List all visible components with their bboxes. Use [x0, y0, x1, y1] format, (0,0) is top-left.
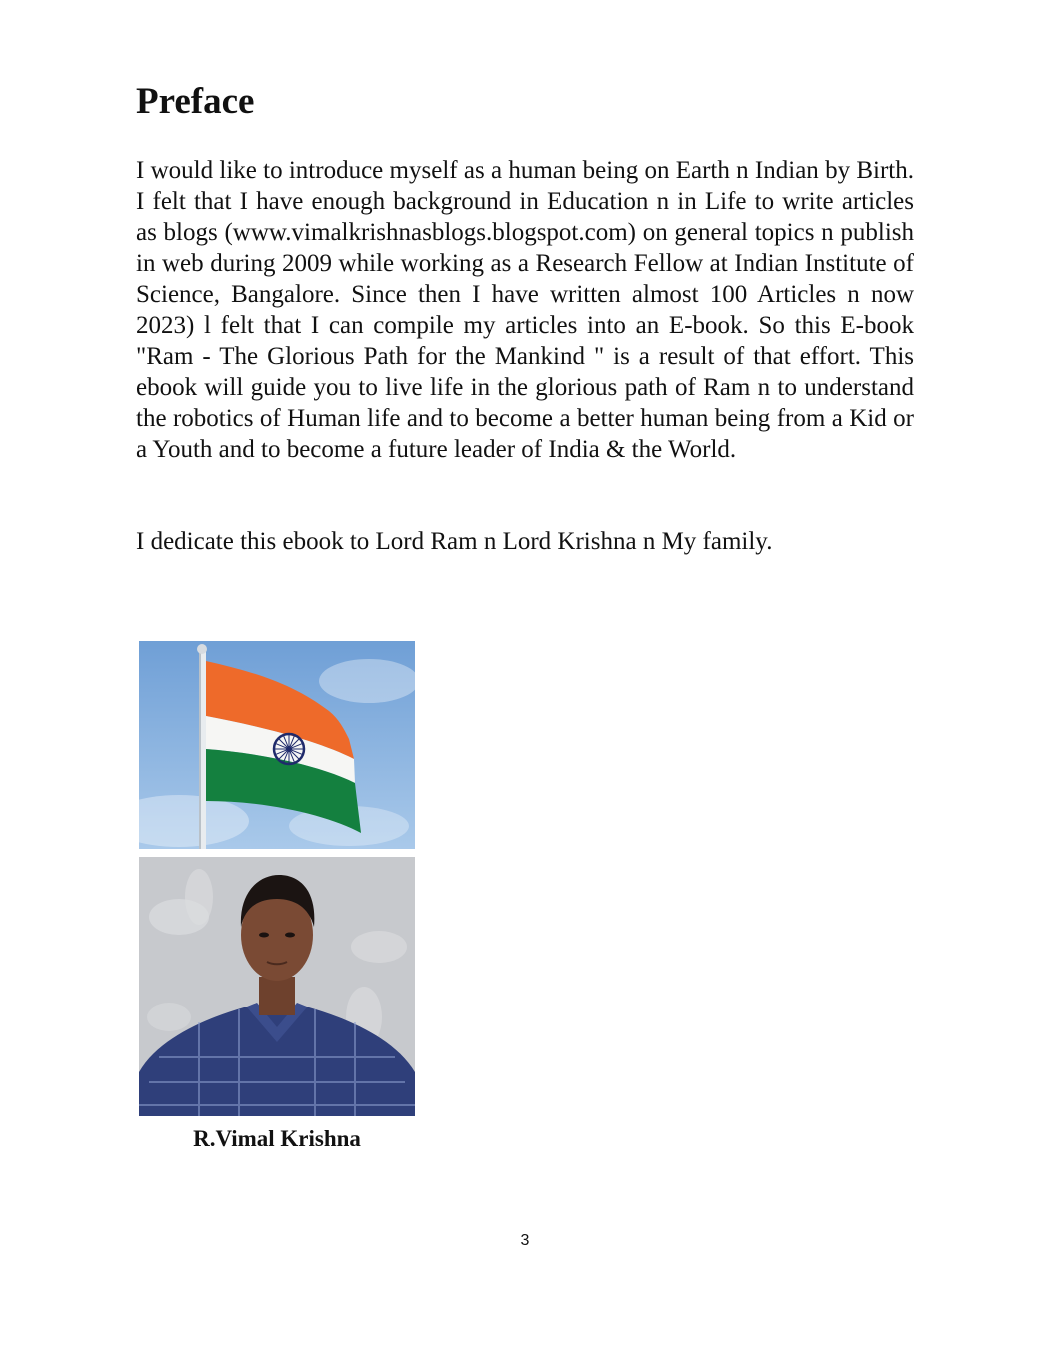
author-name-caption: R.Vimal Krishna: [193, 1126, 361, 1151]
page-heading: Preface: [136, 81, 255, 122]
author-portrait-photo: [139, 857, 415, 1116]
indian-flag-photo: [139, 641, 415, 849]
preface-intro-paragraph: I would like to introduce myself as a human being on Earth n Indian by Birth. I felt that I have enough background in Education n in Life to write articles as blogs (www.vimalkrishnasblogs.blogspot.com) on general topics n publish in web during 2009 while working as a Research Fellow at Indian Institute of Science, Bangalore. Since then I have written almost 100 Articles n now 2023) l felt that I can compile my articles into an E-book. So this E-book "Ram - The Glorious Path for the Mankind " is a result of that effort. This ebook will guide you to live life in the glorious path of Ram n to understand the robotics of Human life and to become a better human being from a Kid or a Youth and to become a future leader of India & the World.: [136, 157, 914, 463]
page-number: 3: [520, 1232, 530, 1249]
dedication-paragraph: I dedicate this ebook to Lord Ram n Lord Krishna n My family.: [136, 528, 773, 555]
